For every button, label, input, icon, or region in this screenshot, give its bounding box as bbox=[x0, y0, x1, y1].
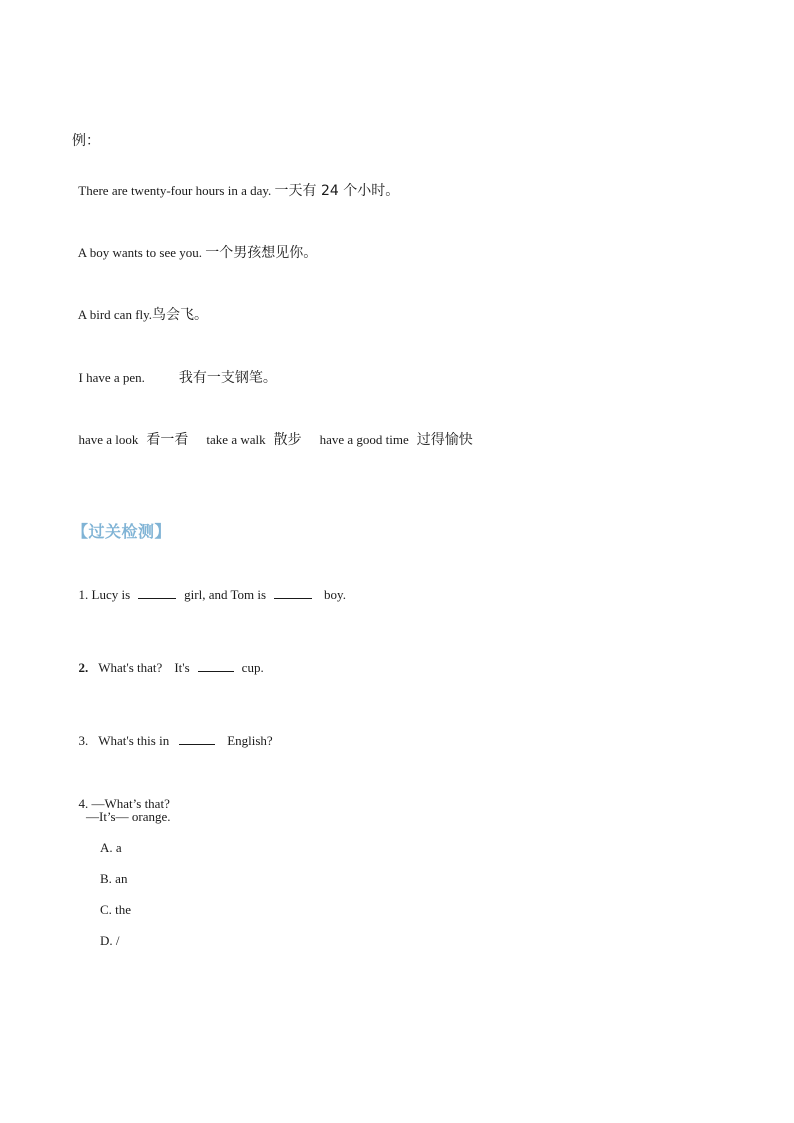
option-d[interactable]: D. / bbox=[100, 933, 120, 948]
answer-blank[interactable] bbox=[274, 585, 312, 599]
example-zh: 一天有 24 个小时。 bbox=[274, 183, 400, 199]
question-text: English? bbox=[227, 733, 273, 748]
question-text: What's that? bbox=[98, 660, 163, 675]
answer-blank[interactable] bbox=[138, 585, 176, 599]
example-line-3 bbox=[72, 288, 208, 324]
example-en: There are twenty-four hours in a day. bbox=[78, 183, 275, 198]
question-3 bbox=[72, 713, 273, 750]
phrase-zh: 过得愉快 bbox=[416, 432, 473, 448]
example-en: A bird can fly. bbox=[77, 307, 153, 322]
example-en: I have a pen. bbox=[78, 370, 145, 385]
question-number: 4. bbox=[78, 796, 89, 811]
option-a[interactable]: A. a bbox=[100, 840, 122, 855]
phrase-zh: 散步 bbox=[273, 432, 302, 448]
example-label: 例： bbox=[72, 133, 100, 149]
phrase-zh: 看一看 bbox=[146, 432, 189, 448]
question-number: 3. bbox=[78, 733, 89, 748]
answer-blank[interactable] bbox=[198, 658, 234, 672]
question-text: cup. bbox=[241, 660, 264, 675]
question-number: 2. bbox=[78, 660, 89, 675]
question-text: Lucy is bbox=[91, 587, 131, 602]
example-zh: 一个男孩想见你。 bbox=[205, 245, 318, 261]
example-zh: 我有一支钢笔。 bbox=[178, 370, 277, 386]
question-1 bbox=[72, 567, 346, 604]
phrase-en: take a walk bbox=[206, 432, 266, 447]
option-c[interactable]: C. the bbox=[100, 902, 132, 917]
question-text: —What’s that? bbox=[91, 796, 170, 811]
example-line-1 bbox=[72, 164, 399, 200]
question-text: What's this in bbox=[98, 733, 170, 748]
answer-blank[interactable] bbox=[179, 731, 215, 745]
question-text: boy. bbox=[324, 587, 346, 602]
question-text: girl, and Tom is bbox=[184, 587, 267, 602]
question-number: 1. bbox=[78, 587, 89, 602]
example-zh: 鸟会飞。 bbox=[152, 307, 209, 323]
example-en: A boy wants to see you. bbox=[77, 245, 206, 260]
example-line-2 bbox=[72, 226, 317, 262]
question-text: It's bbox=[174, 660, 190, 675]
section-title: 【过关检测】 bbox=[72, 522, 172, 541]
option-b[interactable]: B. an bbox=[100, 871, 128, 886]
phrase-en: have a good time bbox=[319, 432, 409, 447]
question-4-line-2: —It’s— orange. bbox=[86, 809, 171, 824]
phrase-line bbox=[72, 413, 473, 449]
phrase-en: have a look bbox=[78, 432, 139, 447]
question-2 bbox=[72, 640, 264, 677]
example-line-4 bbox=[72, 351, 277, 387]
